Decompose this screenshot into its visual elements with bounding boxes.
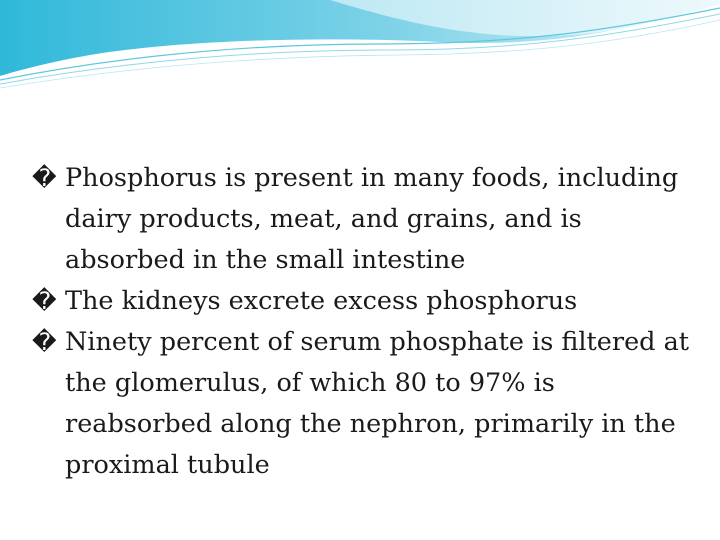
bullet-marker-icon: � (32, 287, 57, 315)
bullet-marker-icon: � (32, 328, 57, 356)
bullet-list (32, 158, 692, 486)
bullet-text: The kidneys excrete excess phosphorus (65, 286, 578, 316)
bullet-marker-icon: � (32, 164, 57, 192)
header-wave-decoration (0, 0, 720, 110)
bullet-item (32, 322, 692, 486)
bullet-text: Phosphorus is present in many foods, including dairy products, meat, and grains, and is absorbed in the small intestine (65, 163, 679, 275)
bullet-text: Ninety percent of serum phosphate is filtered at the glomerulus, of which 80 to 97% is reabsorbed along the nephron, primarily in the proximal tubule (65, 327, 690, 480)
bullet-item (32, 281, 692, 322)
bullet-item (32, 158, 692, 281)
